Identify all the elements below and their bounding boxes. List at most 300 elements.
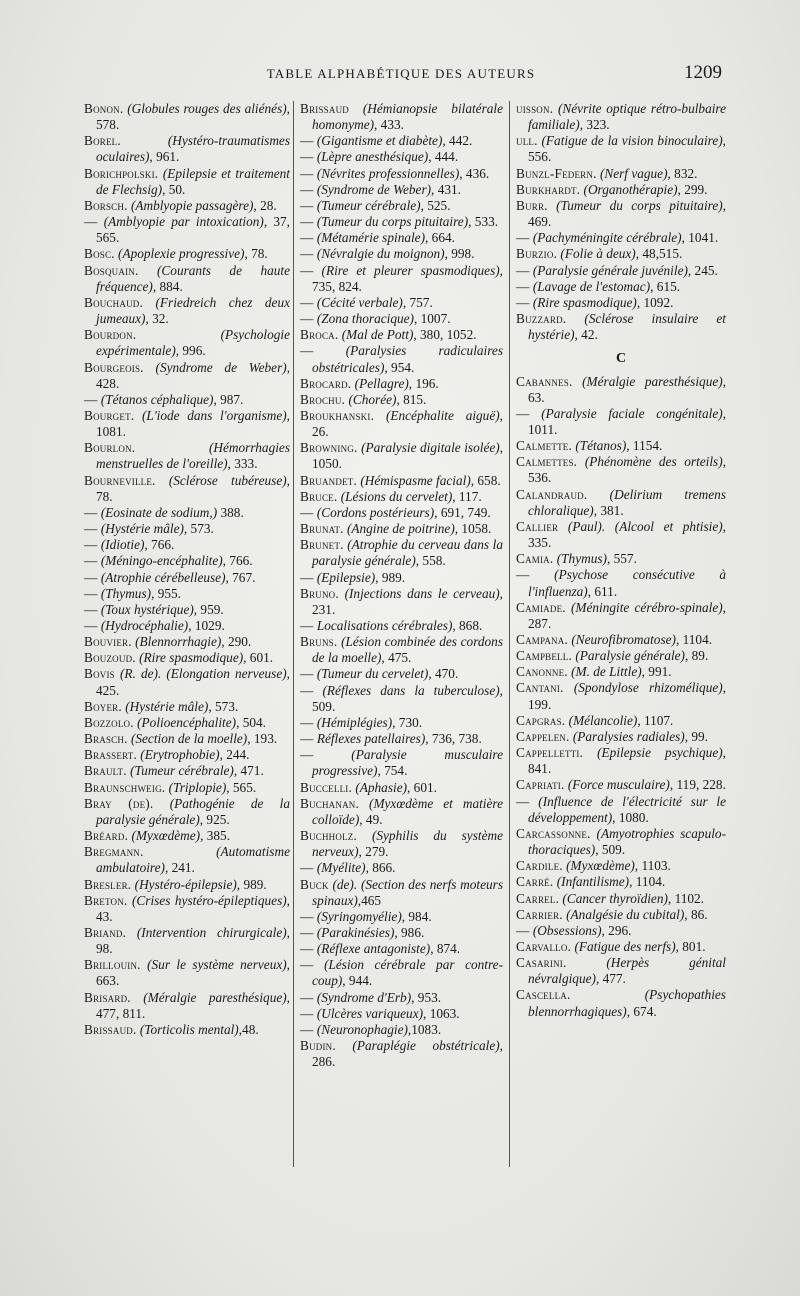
author-name: Campbell. — [516, 648, 572, 664]
author-name: — — [300, 149, 314, 165]
author-name: — — [84, 553, 98, 569]
author-name: — — [300, 1005, 314, 1021]
page-reference: , 286. — [312, 1038, 503, 1070]
page-reference: , 536. — [528, 454, 726, 486]
work-title: (Méralgie paresthésique) — [582, 373, 723, 389]
page-reference: , 991. — [641, 664, 672, 680]
page-reference: , 436. — [459, 165, 490, 181]
work-title: (Tumeur du corps pituitaire) — [316, 214, 469, 230]
work-title: (Amyotrophies scapulo-thoraciques) — [528, 825, 726, 858]
page-reference: , 1092. — [636, 294, 674, 310]
work-title: (Automatisme ambulatoire) — [96, 844, 290, 876]
index-entry — [516, 826, 726, 858]
author-name: Bovis — [84, 666, 115, 682]
work-title: (Neurofibromatose) — [571, 632, 676, 647]
section-letter: C — [615, 351, 627, 367]
page-reference: , 959. — [193, 601, 224, 617]
work-title: (Idiotie) — [100, 537, 145, 553]
page-reference: , 736, 738. — [425, 731, 482, 747]
work-title: (Courants de haute fréquence) — [96, 262, 290, 294]
index-entry — [516, 295, 726, 311]
page-reference: , 431. — [431, 181, 461, 197]
page-reference: , 954. — [384, 359, 415, 375]
author-name: Carcassonne. — [516, 825, 591, 841]
page-reference: , 509. — [595, 842, 626, 858]
index-entry — [300, 166, 503, 182]
author-name: — — [300, 747, 314, 763]
author-name: — — [516, 793, 530, 809]
index-entry — [300, 1006, 503, 1022]
index-entry — [300, 376, 503, 392]
index-entry — [300, 149, 503, 165]
index-entry — [300, 473, 503, 489]
author-name: — — [516, 294, 530, 310]
index-entry — [84, 893, 290, 925]
author-name: Buchanan. — [300, 795, 359, 811]
column-divider — [293, 101, 294, 1167]
index-entry — [300, 715, 503, 731]
page-reference: , 509. — [312, 682, 503, 714]
page-reference: , 469. — [528, 197, 726, 230]
work-title: (Hystéro-traumatismes oculaires) — [96, 133, 290, 165]
author-name: Calmettes. — [516, 454, 578, 470]
author-name: Cappelen. — [516, 728, 570, 744]
index-entry — [516, 955, 726, 987]
index-entry — [84, 747, 290, 763]
page-reference: , 296. — [601, 922, 632, 938]
author-name: — — [516, 405, 530, 421]
author-name: Campana. — [516, 632, 568, 647]
index-entry — [300, 1022, 503, 1038]
author-name: Bruns. — [300, 634, 338, 650]
author-name: Buzzard. — [516, 311, 567, 327]
author-name: Bosquain. — [84, 262, 139, 278]
page-reference: , 86. — [684, 906, 708, 922]
work-title: (Paralysie musculaire progressive) — [312, 747, 504, 779]
page-reference: , 557. — [606, 551, 637, 567]
page-reference: , 279. — [358, 844, 389, 860]
author-name: Breton. — [84, 892, 128, 908]
index-entry — [300, 214, 503, 230]
page-reference: , 196. — [408, 375, 439, 391]
index-entry — [84, 618, 290, 634]
page-reference: , 290. — [221, 634, 252, 650]
page-reference: , 245. — [687, 262, 718, 278]
index-entry — [84, 602, 290, 618]
index-entry — [516, 729, 726, 745]
author-name: Burzio. — [516, 246, 558, 262]
author-name: — — [300, 569, 314, 585]
author-name: Cardile. — [516, 858, 563, 874]
page-reference: , 658. — [470, 472, 501, 488]
index-entry — [84, 392, 290, 408]
work-title: (Polioencéphalite) — [137, 714, 237, 730]
author-name: — — [516, 262, 530, 278]
index-entry — [300, 780, 503, 796]
author-name: Brochu. — [300, 391, 346, 407]
index-entry — [84, 408, 290, 440]
index-entry — [300, 666, 503, 682]
author-name: uisson. — [516, 101, 554, 116]
page-reference: 388. — [217, 504, 244, 520]
page-reference: , 944. — [342, 973, 373, 989]
page-reference: , 1104. — [629, 874, 666, 890]
page-reference: , 1102. — [667, 890, 704, 906]
index-entry — [300, 440, 503, 472]
page-reference: , 601. — [407, 779, 437, 795]
page-reference: , 998. — [444, 246, 475, 262]
index-entry — [84, 1022, 290, 1038]
index-entry — [300, 521, 503, 537]
work-title: (de). (Section des nerfs moteurs spinaux) — [312, 876, 503, 908]
page-reference: , 1103. — [634, 858, 671, 874]
index-entry — [300, 941, 503, 957]
page-reference: , 1081. — [96, 407, 290, 440]
index-entry — [516, 519, 726, 551]
page-reference: , 385. — [200, 828, 231, 844]
page-reference: , 989. — [236, 876, 267, 892]
author-name: — — [300, 989, 314, 1005]
work-title: (Cordons postérieurs) — [316, 504, 435, 520]
work-title: (Sclérose insulaire et hystérie) — [528, 311, 727, 343]
author-name: Bourdon. — [84, 327, 137, 343]
author-name: Borel. — [84, 133, 121, 149]
index-entry — [516, 374, 726, 406]
author-name: Cabannes. — [516, 373, 573, 389]
work-title: (Tumeur du cervelet) — [316, 666, 429, 682]
author-name: — — [516, 278, 530, 294]
work-title: (Mélancolie) — [568, 712, 638, 728]
index-entry — [300, 909, 503, 925]
page-reference: ,1083. — [407, 1021, 442, 1037]
index-entry — [84, 473, 290, 505]
author-name: Camiade. — [516, 599, 566, 615]
author-name: Bruno. — [300, 585, 339, 601]
page-reference: , 241. — [164, 860, 195, 876]
index-entry — [516, 551, 726, 567]
work-title: (Friedreich chez deux jumeaux) — [96, 294, 290, 327]
author-name: Cantani. — [516, 680, 564, 696]
work-title: (Tétanos) — [575, 438, 627, 454]
index-entry — [516, 891, 726, 907]
page-reference: ,465 — [357, 892, 382, 908]
index-entry — [516, 133, 726, 165]
work-title: (Myxœdème) — [131, 828, 201, 844]
index-entry — [516, 680, 726, 712]
index-entry — [516, 279, 726, 295]
author-name: — — [300, 294, 314, 310]
author-name: Brisard. — [84, 989, 131, 1005]
index-entry — [516, 166, 726, 182]
index-entry — [84, 650, 290, 666]
work-title: (Paul). (Alcool et phtisie) — [567, 518, 723, 534]
work-title: (Influence de l'électricité sur le développement) — [528, 793, 727, 825]
author-name: — — [300, 924, 314, 940]
work-title: (Chorée) — [348, 391, 397, 407]
index-entry — [300, 263, 503, 295]
page-reference: , 380, 1052. — [413, 327, 477, 343]
work-title: (Hystéro-épilepsie) — [134, 876, 237, 892]
author-name: Carvallo. — [516, 938, 572, 954]
work-title: (Phénomène des orteils) — [584, 454, 723, 470]
author-name: Bruce. — [300, 488, 338, 504]
work-title: (Erytrophobie) — [140, 747, 220, 763]
page-reference: , 78. — [96, 472, 290, 504]
page-reference: , 199. — [528, 680, 727, 712]
index-entry — [516, 923, 726, 939]
page-reference: , 89. — [685, 648, 709, 664]
page-reference: , 244. — [219, 747, 250, 763]
author-name: Burkhardt. — [516, 181, 581, 197]
index-entry — [84, 699, 290, 715]
author-name: Broukhanski. — [300, 407, 375, 423]
work-title: (Méningite cérébro-spinale) — [571, 599, 723, 615]
work-title: (Pathogénie de la paralysie générale) — [96, 795, 291, 827]
author-name: Calandraud. — [516, 486, 588, 502]
page-reference: , 735, 824. — [312, 262, 503, 294]
page-reference: , 50. — [162, 181, 186, 197]
index-entry — [300, 747, 503, 779]
index-entry — [516, 198, 726, 230]
page-reference: , 754. — [377, 763, 408, 779]
work-title: (Obsessions) — [532, 922, 602, 938]
work-title: (Névralgie du moignon) — [316, 246, 445, 262]
work-title: (Zona thoracique) — [316, 311, 414, 327]
index-entry — [516, 987, 726, 1019]
author-name: Bregmann. — [84, 844, 144, 860]
index-entry — [84, 586, 290, 602]
work-title: (Neuronophagie) — [316, 1021, 408, 1037]
page-reference: , 231. — [312, 585, 503, 617]
page-reference: , 78. — [244, 246, 268, 262]
work-title: (Tumeur du corps pituitaire) — [556, 197, 723, 213]
work-title: (Encéphalite aiguë) — [385, 407, 500, 423]
index-entry — [84, 327, 290, 359]
author-name: Bosc. — [84, 246, 115, 262]
author-name: Buck — [300, 876, 329, 892]
author-name: — — [300, 957, 314, 973]
author-name: — — [300, 731, 314, 747]
page-reference: , 287. — [528, 599, 726, 631]
work-title: (Lavage de l'estomac) — [532, 278, 651, 294]
index-entry — [300, 133, 503, 149]
author-name: — — [300, 230, 314, 246]
index-entry — [300, 101, 503, 133]
work-title: (Rire spasmodique) — [139, 650, 244, 666]
author-name: Brissaud — [300, 101, 349, 116]
author-name: — — [84, 214, 98, 230]
page-reference: , 868. — [452, 618, 483, 633]
page-reference: , 1041. — [681, 230, 719, 246]
page-number: 1209 — [684, 62, 722, 83]
index-entry — [300, 246, 503, 262]
author-name: ull. — [516, 133, 538, 149]
index-entry — [516, 311, 726, 343]
work-title: Localisations cérébrales) — [316, 618, 453, 633]
work-title: (Réflexes dans la tuberculose) — [322, 682, 500, 698]
work-title: (Paralysie générale juvénile) — [532, 262, 688, 278]
index-entry — [300, 828, 503, 860]
author-name: Carrier. — [516, 906, 563, 922]
index-entry — [84, 796, 290, 828]
work-title: (Paralysies radiculaires obstétricales) — [312, 343, 503, 375]
index-entry — [516, 101, 726, 133]
page-reference: , 674. — [626, 1003, 657, 1019]
page-reference: , 866. — [365, 860, 396, 876]
page-reference: , 193. — [247, 731, 278, 747]
index-entry — [300, 796, 503, 828]
index-entry — [300, 489, 503, 505]
page-reference: , 565. — [226, 779, 257, 795]
index-entry — [300, 392, 503, 408]
work-title: (Tétanos céphalique) — [100, 391, 214, 407]
work-title: (Hémiplégies) — [316, 714, 393, 730]
page-reference: , 525. — [420, 197, 451, 213]
page-reference: , 63. — [528, 373, 726, 405]
work-title: (Hystérie mâle) — [100, 521, 184, 537]
page-reference: , 381. — [593, 502, 624, 518]
page-reference: , 99. — [684, 728, 709, 744]
page-reference: , 801. — [675, 938, 706, 954]
author-name: Bunzl-Federn. — [516, 165, 597, 181]
work-title: (Rire et pleurer spasmodiques) — [321, 262, 500, 278]
page-reference: , 28. — [253, 197, 277, 213]
work-title: (Spondylose rhizomélique) — [573, 680, 723, 696]
index-entry — [300, 634, 503, 666]
work-title: (Paralysie digitale isolée) — [361, 440, 500, 456]
index-entry — [300, 570, 503, 586]
work-title: (Hémispasme facial) — [360, 472, 471, 488]
author-name: Callier — [516, 518, 559, 534]
index-entry — [300, 537, 503, 569]
author-name: Brocard. — [300, 375, 352, 391]
work-title: (Paraplégie obstétricale) — [352, 1038, 500, 1054]
author-name: Calmette. — [516, 438, 572, 454]
index-entry — [300, 408, 503, 440]
author-name: — — [300, 311, 314, 327]
work-title: (Herpès génital névralgique) — [528, 955, 727, 987]
work-title: (Torticolis mental) — [139, 1021, 239, 1037]
author-name: — — [84, 601, 98, 617]
index-entry — [300, 505, 503, 521]
work-title: (Aphasie) — [355, 779, 408, 795]
index-entry — [300, 295, 503, 311]
work-title: (Toux hystérique) — [100, 601, 194, 617]
work-title: (Cécité verbale) — [316, 294, 403, 310]
index-entry — [84, 957, 290, 989]
author-name: — — [300, 941, 314, 957]
page-reference: , 989. — [375, 569, 406, 585]
work-title: (Amblyopie par intoxication) — [103, 214, 264, 230]
index-entry — [84, 666, 290, 698]
work-title: (Syndrome de Weber) — [155, 359, 287, 375]
page-reference: , 953. — [411, 989, 442, 1005]
page-reference: , 26. — [312, 407, 503, 440]
page-reference: , 48,515. — [635, 246, 683, 262]
author-name: — — [84, 391, 98, 407]
page-reference: , 1080. — [612, 809, 649, 825]
index-entry — [516, 745, 726, 777]
author-name: Cappelletti. — [516, 745, 584, 761]
index-entry — [84, 925, 290, 957]
work-title: (Lésions du cervelet) — [340, 488, 453, 504]
author-name: — — [300, 165, 314, 181]
author-name: — — [516, 230, 530, 246]
index-entry — [84, 133, 290, 165]
work-title: (Crises hystéro-épileptiques) — [131, 892, 287, 908]
author-name: — — [84, 504, 98, 520]
work-title: (Epilepsie et traitement de Flechsig) — [96, 165, 291, 197]
index-entry — [84, 570, 290, 586]
work-title: (Psychopathies blennorrhagiques) — [528, 987, 726, 1019]
work-title: (Blennorrhagie) — [135, 634, 222, 650]
author-name: — — [84, 569, 98, 585]
page-reference: , 433. — [374, 117, 404, 133]
work-title: (Sur le système nerveux) — [147, 957, 287, 973]
work-title: (Folie à deux) — [560, 246, 636, 262]
index-column-2 — [300, 101, 503, 1070]
index-entry — [516, 874, 726, 890]
page-reference: , 323. — [579, 117, 610, 133]
page-header — [80, 62, 722, 90]
index-column-3 — [516, 101, 726, 1020]
author-name: — — [300, 181, 314, 197]
page-reference: , 1063. — [423, 1005, 460, 1021]
work-title: (Hydrocéphalie) — [100, 618, 189, 633]
page-reference: , 925. — [199, 811, 230, 827]
index-entry — [84, 263, 290, 295]
index-entry — [516, 246, 726, 262]
work-title: (Hémorrhagies menstruelles de l'oreille) — [96, 440, 290, 472]
author-name: Bourget. — [84, 407, 135, 423]
work-title: (Delirium tremens chloralique) — [528, 486, 726, 518]
index-entry — [516, 487, 726, 519]
author-name: — — [300, 714, 314, 730]
author-name: Buchholz. — [300, 828, 357, 844]
author-name: — — [516, 567, 530, 583]
index-entry — [516, 939, 726, 955]
work-title: (Pellagre) — [354, 375, 409, 391]
index-entry — [300, 683, 503, 715]
work-title: (Syndrome de Weber) — [316, 181, 432, 197]
page-reference: , 766. — [144, 537, 175, 553]
author-name: — — [300, 908, 314, 924]
author-name: Borichpolski. — [84, 165, 159, 181]
work-title: (Paralysies radiales) — [572, 728, 685, 744]
index-entry — [300, 618, 503, 634]
author-name: Bourgeois. — [84, 359, 144, 375]
page-reference: , 37, 565. — [96, 214, 290, 246]
work-title: (Fatigue de la vision binoculaire) — [541, 133, 723, 149]
page-reference: , 1050. — [312, 440, 504, 472]
work-title: (Paralysie faciale congénitale) — [541, 405, 723, 421]
index-entry — [516, 648, 726, 664]
page-reference: , 43. — [96, 892, 290, 924]
work-title: (Triplopie) — [168, 779, 227, 795]
index-entry — [516, 632, 726, 648]
index-entry — [300, 925, 503, 941]
index-entry — [84, 553, 290, 569]
page-reference: , 815. — [396, 391, 427, 407]
work-title: (Tumeur cérébrale) — [130, 763, 234, 779]
author-name: Brunat. — [300, 521, 344, 537]
page-reference: , 987. — [213, 391, 244, 407]
work-title: (Lésion cérébrale par contre-coup) — [312, 957, 504, 989]
work-title: Réflexes patellaires) — [316, 731, 426, 747]
index-entry — [300, 327, 503, 343]
author-name: Buccelli. — [300, 779, 352, 795]
work-title: (Métamérie spinale) — [316, 230, 426, 246]
